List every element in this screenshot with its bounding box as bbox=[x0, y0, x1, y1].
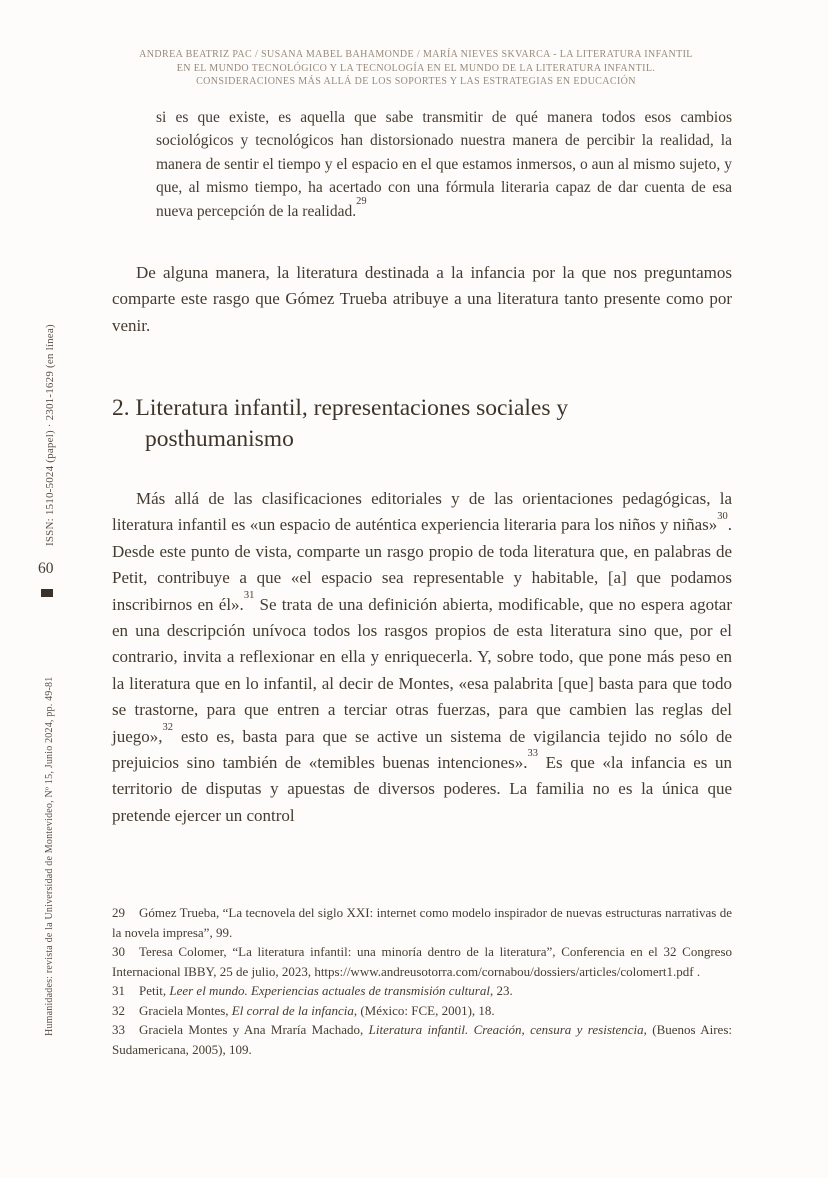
footnote-ref-29: 29 bbox=[356, 196, 367, 208]
footnote bbox=[112, 903, 732, 942]
paragraph-main bbox=[112, 486, 732, 829]
footnote-number: 32 bbox=[112, 1002, 125, 1018]
footnote-number: 33 bbox=[112, 1022, 125, 1037]
footnote-text: , (Buenos Aires: Sudamericana, 2005), 109. bbox=[112, 1022, 732, 1057]
footnote-text: , 23. bbox=[489, 983, 513, 998]
page-number-marker bbox=[41, 589, 53, 597]
footnote-ref-32: 32 bbox=[162, 721, 174, 733]
paragraph-text: Más allá de las clasificaciones editoriales y de las orientaciones pedagógicas, la literatura infantil es «un espacio de auténtica experiencia literaria para los niños y niñas» bbox=[112, 489, 732, 535]
running-header-line-2: EN EL MUNDO TECNOLÓGICO Y LA TECNOLOGÍA EN EL MUNDO DE LA LITERATURA INFANTIL. bbox=[176, 62, 656, 74]
blockquote bbox=[156, 106, 732, 223]
footnote bbox=[112, 1001, 732, 1021]
footnote-number: 31 bbox=[112, 983, 125, 998]
footnote-title-italic: El corral de la infancia bbox=[231, 1002, 354, 1018]
issn-vertical-text: ISSN: 1510-5024 (papel) · 2301-1629 (en línea) bbox=[44, 324, 56, 546]
footnote bbox=[112, 981, 732, 1001]
page-number: 60 bbox=[38, 560, 54, 577]
footnotes-section bbox=[112, 903, 732, 1059]
footnote-url[interactable]: https://www.andreusotorra.com/cornabou/dossiers/articles/colomert1.pdf bbox=[314, 963, 694, 979]
section-heading bbox=[112, 393, 752, 455]
footnote-text: . bbox=[693, 963, 701, 979]
footnote-title-italic: Literatura infantil. Creación, censura y resistencia bbox=[368, 1022, 644, 1037]
footnote-number: 29 bbox=[112, 905, 125, 920]
paragraph-text: Es que «la infancia es un territorio de disputas y apuestas de diversos poderes. La familia no es la única que pretende ejercer un control bbox=[112, 753, 732, 825]
blockquote-text: si es que existe, es aquella que sabe transmitir de qué manera todos esos cambios sociológicos y tecnológicos han distorsionado nuestra manera de percibir la realidad, la manera de sentir el tiempo y el espacio en el que estamos inmersos, o aun al mismo sujeto, y que, al mismo tiempo, ha acertado con una fórmula literaria capaz de dar cuenta de esa nueva percepción de la realidad. bbox=[156, 109, 732, 220]
footnote-text: Gómez Trueba, “La tecnovela del siglo XXI: internet como modelo inspirador de nuevas estructuras narrativas de la novela impresa”, 99. bbox=[112, 905, 732, 940]
section-heading-line-1: 2. Literatura infantil, representaciones sociales y bbox=[112, 395, 569, 421]
footnote-text: Teresa Colomer, “La literatura infantil: una minoría dentro de la literatura”, Conferencia en el 32 Congreso Internacional IBBY, 25 de julio, 2023, bbox=[112, 944, 732, 979]
journal-vertical-text: Humanidades: revista de la Universidad de Montevideo, Nº 15, Junio 2024, pp. 49-81 bbox=[44, 676, 55, 1036]
footnote-text: Graciela Montes y Ana Mraría Machado, bbox=[139, 1022, 369, 1037]
footnote bbox=[112, 942, 732, 981]
paragraph-text: Se trata de una definición abierta, modificable, que no espera agotar en una descripción unívoca todos los rasgos propios de esta literatura sino que, por el contrario, invita a reflexionar en ella y enriquecerla. Y, sobre todo, que pone más peso en la literatura que en lo infantil, al decir de Montes, «esa palabrita [que] basta para que todo se trastorne, para que entren a terciar otras fuerzas, para que cambien las reglas del juego», bbox=[112, 594, 732, 746]
running-header-line-3: CONSIDERACIONES MÁS ALLÁ DE LOS SOPORTES Y LAS ESTRATEGIAS EN EDUCACIÓN bbox=[196, 76, 636, 87]
running-header-line-1: ANDREA BEATRIZ PAC / SUSANA MABEL BAHAMONDE / MARÍA NIEVES SKVARCA - LA LITERATURA INFANTIL bbox=[139, 49, 693, 60]
footnote-text: Petit, bbox=[139, 983, 170, 998]
paragraph-text: esto es, basta para que se active un sistema de vigilancia tejido no sólo de prejuicios sino también de «temibles buenas intenciones». bbox=[112, 726, 732, 773]
footnote bbox=[112, 1020, 732, 1059]
footnote-number: 30 bbox=[112, 944, 125, 959]
paragraph-intro: De alguna manera, la literatura destinada a la infancia por la que nos preguntamos comparte este rasgo que Gómez Trueba atribuye a una literatura tanto presente como por venir. bbox=[112, 263, 732, 335]
section-heading-line-2: posthumanismo bbox=[145, 426, 294, 452]
footnote-text: Graciela Montes, bbox=[139, 1002, 232, 1018]
running-header bbox=[99, 48, 733, 89]
footnote-ref-30: 30 bbox=[717, 510, 728, 522]
footnote-ref-33: 33 bbox=[527, 748, 538, 760]
paragraph-text: . Desde este punto de vista, comparte un rasgo propio de toda literatura que, en palabras de Petit, contribuye a que «el espacio sea representable y habitable, [a] que podamos inscribirnos en él». bbox=[112, 515, 732, 614]
footnote-ref-31: 31 bbox=[243, 589, 255, 601]
footnote-title-italic: Leer el mundo. Experiencias actuales de transmisión cultural bbox=[169, 983, 490, 998]
footnote-text: , (México: FCE, 2001), 18. bbox=[353, 1002, 495, 1018]
